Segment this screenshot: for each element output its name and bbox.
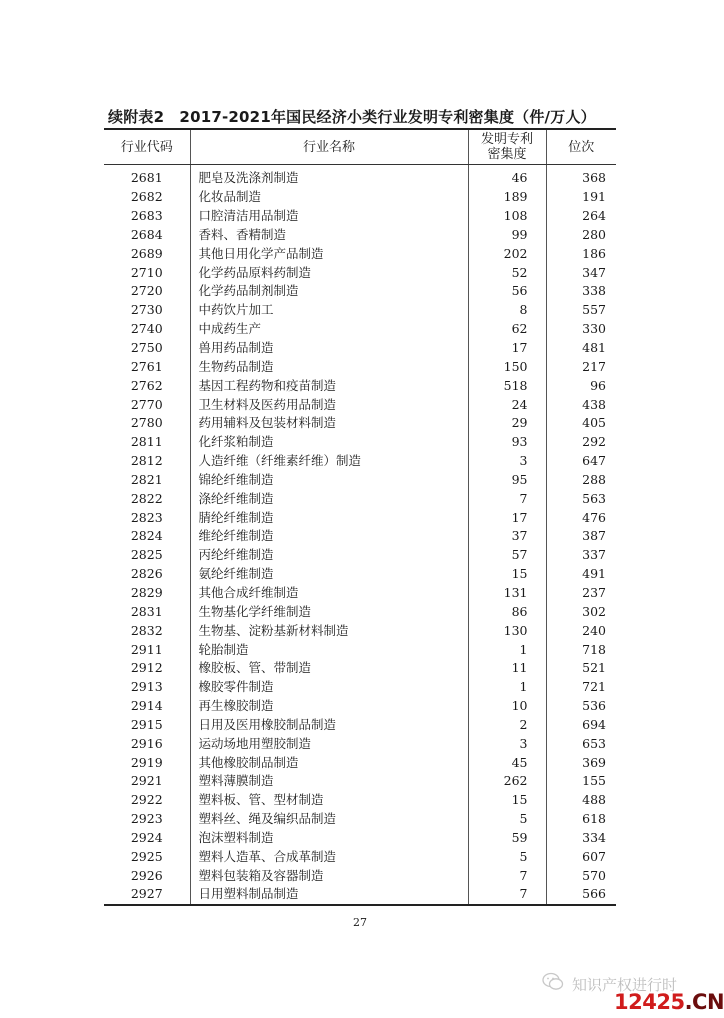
cell-industry-code: 2750 — [104, 339, 190, 358]
cell-industry-code: 2925 — [104, 847, 190, 866]
cell-industry-code: 2913 — [104, 678, 190, 697]
table-row — [104, 489, 616, 508]
table-row — [104, 414, 616, 433]
cell-rank: 721 — [582, 679, 606, 695]
cell-rank: 334 — [582, 829, 606, 845]
cell-industry-name: 化纤浆粕制造 — [190, 433, 468, 452]
cell-rank: 237 — [582, 584, 606, 600]
cell-patent-density: 17 — [468, 339, 546, 358]
cell-rank: 694 — [582, 716, 606, 732]
table-row — [104, 715, 616, 734]
table-row — [104, 244, 616, 263]
cell-industry-name: 其他合成纤维制造 — [190, 584, 468, 603]
cell-industry-code: 2832 — [104, 621, 190, 640]
table-header-row — [104, 129, 616, 165]
table-title: 续附表2 2017-2021年国民经济小类行业发明专利密集度（件/万人） — [108, 108, 596, 126]
cell-industry-name: 日用塑料制品制造 — [190, 885, 468, 905]
cell-industry-name: 涤纶纤维制造 — [190, 489, 468, 508]
table-row — [104, 546, 616, 565]
table-row — [104, 527, 616, 546]
table-row — [104, 320, 616, 339]
cell-rank: 488 — [582, 792, 606, 808]
cell-industry-code: 2822 — [104, 489, 190, 508]
table-row — [104, 772, 616, 791]
cell-rank: 302 — [582, 603, 606, 619]
table-row — [104, 697, 616, 716]
cell-rank: 476 — [582, 509, 606, 525]
cell-industry-name: 肥皂及洗涤剂制造 — [190, 165, 468, 188]
table-row — [104, 565, 616, 584]
cell-rank: 438 — [582, 396, 606, 412]
table-row — [104, 282, 616, 301]
cell-industry-name: 泡沫塑料制造 — [190, 829, 468, 848]
watermark-account: 知识产权进行时 — [572, 976, 678, 994]
header-rank: 位次 — [546, 129, 616, 165]
cell-rank: 330 — [582, 321, 606, 337]
cell-patent-density: 131 — [468, 584, 546, 603]
cell-industry-code: 2916 — [104, 734, 190, 753]
cell-industry-code: 2829 — [104, 584, 190, 603]
cell-rank: 718 — [582, 641, 606, 657]
cell-industry-name: 塑料包装箱及容器制造 — [190, 866, 468, 885]
cell-patent-density: 3 — [468, 452, 546, 471]
cell-industry-name: 卫生材料及医药用品制造 — [190, 395, 468, 414]
cell-rank: 653 — [582, 735, 606, 751]
watermark-site — [614, 990, 724, 1014]
cell-industry-code: 2770 — [104, 395, 190, 414]
cell-industry-code: 2915 — [104, 715, 190, 734]
table-row — [104, 339, 616, 358]
table-row — [104, 376, 616, 395]
cell-patent-density: 52 — [468, 263, 546, 282]
cell-industry-code: 2812 — [104, 452, 190, 471]
cell-industry-code: 2720 — [104, 282, 190, 301]
watermark-site-main: 12425 — [614, 990, 685, 1014]
header-industry-name: 行业名称 — [190, 129, 468, 165]
cell-patent-density: 59 — [468, 829, 546, 848]
table-row — [104, 678, 616, 697]
cell-industry-code: 2922 — [104, 791, 190, 810]
cell-rank: 292 — [582, 434, 606, 450]
cell-patent-density: 11 — [468, 659, 546, 678]
cell-industry-name: 基因工程药物和疫苗制造 — [190, 376, 468, 395]
cell-industry-name: 日用及医用橡胶制品制造 — [190, 715, 468, 734]
cell-industry-name: 轮胎制造 — [190, 640, 468, 659]
table-row — [104, 640, 616, 659]
cell-industry-name: 兽用药品制造 — [190, 339, 468, 358]
cell-rank: 521 — [582, 660, 606, 676]
table-row — [104, 188, 616, 207]
cell-industry-code: 2912 — [104, 659, 190, 678]
table-row — [104, 263, 616, 282]
cell-rank: 347 — [582, 264, 606, 280]
cell-industry-name: 人造纤维（纤维素纤维）制造 — [190, 452, 468, 471]
table-row — [104, 602, 616, 621]
header-density-line1: 发明专利 — [480, 132, 533, 147]
cell-industry-code: 2740 — [104, 320, 190, 339]
page-number: 27 — [353, 916, 367, 929]
cell-industry-code: 2914 — [104, 697, 190, 716]
cell-patent-density: 150 — [468, 357, 546, 376]
cell-industry-name: 口腔清洁用品制造 — [190, 207, 468, 226]
cell-industry-code: 2761 — [104, 357, 190, 376]
table-row — [104, 829, 616, 848]
cell-industry-code: 2682 — [104, 188, 190, 207]
cell-patent-density: 56 — [468, 282, 546, 301]
cell-patent-density: 7 — [468, 885, 546, 905]
table-row — [104, 395, 616, 414]
cell-patent-density: 45 — [468, 753, 546, 772]
table-row — [104, 452, 616, 471]
cell-patent-density: 29 — [468, 414, 546, 433]
table-row — [104, 885, 616, 905]
cell-industry-name: 化学药品原料药制造 — [190, 263, 468, 282]
cell-rank: 217 — [582, 358, 606, 374]
cell-patent-density: 108 — [468, 207, 546, 226]
cell-patent-density: 57 — [468, 546, 546, 565]
cell-industry-name: 腈纶纤维制造 — [190, 508, 468, 527]
cell-rank: 186 — [582, 245, 606, 261]
header-patent-density — [468, 129, 546, 165]
table-row — [104, 753, 616, 772]
cell-rank: 337 — [582, 547, 606, 563]
cell-rank: 264 — [582, 208, 606, 224]
cell-rank: 405 — [582, 415, 606, 431]
cell-patent-density: 5 — [468, 810, 546, 829]
cell-industry-code: 2681 — [104, 165, 190, 188]
table-row — [104, 621, 616, 640]
cell-industry-code: 2780 — [104, 414, 190, 433]
cell-industry-code: 2689 — [104, 244, 190, 263]
cell-industry-code: 2811 — [104, 433, 190, 452]
table-row — [104, 810, 616, 829]
cell-rank: 536 — [582, 698, 606, 714]
cell-patent-density: 189 — [468, 188, 546, 207]
cell-patent-density: 130 — [468, 621, 546, 640]
cell-rank: 288 — [582, 471, 606, 487]
cell-rank: 280 — [582, 226, 606, 242]
cell-industry-name: 氨纶纤维制造 — [190, 565, 468, 584]
cell-rank: 481 — [582, 340, 606, 356]
table-row — [104, 165, 616, 188]
cell-rank: 491 — [582, 566, 606, 582]
cell-industry-code: 2730 — [104, 301, 190, 320]
cell-patent-density: 1 — [468, 678, 546, 697]
cell-patent-density: 15 — [468, 565, 546, 584]
cell-rank: 570 — [582, 867, 606, 883]
table-row — [104, 301, 616, 320]
cell-industry-name: 中药饮片加工 — [190, 301, 468, 320]
cell-industry-name: 运动场地用塑胶制造 — [190, 734, 468, 753]
cell-rank: 240 — [582, 622, 606, 638]
cell-industry-name: 生物基化学纤维制造 — [190, 602, 468, 621]
cell-industry-name: 其他橡胶制品制造 — [190, 753, 468, 772]
cell-patent-density: 15 — [468, 791, 546, 810]
cell-industry-code: 2927 — [104, 885, 190, 905]
cell-industry-name: 维纶纤维制造 — [190, 527, 468, 546]
patent-density-table — [104, 128, 616, 906]
cell-rank: 563 — [582, 490, 606, 506]
cell-industry-name: 锦纶纤维制造 — [190, 471, 468, 490]
header-density-line2: 密集度 — [487, 147, 527, 162]
cell-patent-density: 518 — [468, 376, 546, 395]
cell-patent-density: 1 — [468, 640, 546, 659]
cell-patent-density: 8 — [468, 301, 546, 320]
cell-industry-code: 2762 — [104, 376, 190, 395]
header-industry-code: 行业代码 — [104, 129, 190, 165]
cell-industry-name: 塑料人造革、合成革制造 — [190, 847, 468, 866]
cell-industry-name: 再生橡胶制造 — [190, 697, 468, 716]
cell-patent-density: 7 — [468, 489, 546, 508]
cell-rank: 369 — [582, 754, 606, 770]
cell-rank: 557 — [582, 302, 606, 318]
cell-industry-name: 生物基、淀粉基新材料制造 — [190, 621, 468, 640]
table-row — [104, 226, 616, 245]
cell-industry-code: 2924 — [104, 829, 190, 848]
cell-industry-name: 化学药品制剂制造 — [190, 282, 468, 301]
cell-rank: 338 — [582, 283, 606, 299]
cell-rank: 647 — [582, 453, 606, 469]
cell-rank: 607 — [582, 848, 606, 864]
cell-industry-name: 橡胶零件制造 — [190, 678, 468, 697]
table-row — [104, 433, 616, 452]
cell-industry-code: 2911 — [104, 640, 190, 659]
wechat-icon — [542, 972, 564, 992]
cell-industry-code: 2823 — [104, 508, 190, 527]
cell-industry-code: 2824 — [104, 527, 190, 546]
cell-industry-name: 生物药品制造 — [190, 357, 468, 376]
cell-patent-density: 202 — [468, 244, 546, 263]
cell-patent-density: 99 — [468, 226, 546, 245]
table-row — [104, 791, 616, 810]
cell-rank: 191 — [582, 189, 606, 205]
table-row — [104, 508, 616, 527]
cell-rank: 387 — [582, 528, 606, 544]
cell-rank: 368 — [582, 170, 606, 186]
cell-industry-code: 2683 — [104, 207, 190, 226]
cell-patent-density: 24 — [468, 395, 546, 414]
cell-patent-density: 7 — [468, 866, 546, 885]
table-row — [104, 847, 616, 866]
cell-industry-name: 橡胶板、管、带制造 — [190, 659, 468, 678]
cell-patent-density: 93 — [468, 433, 546, 452]
cell-industry-code: 2825 — [104, 546, 190, 565]
cell-industry-code: 2831 — [104, 602, 190, 621]
cell-industry-code: 2684 — [104, 226, 190, 245]
cell-patent-density: 262 — [468, 772, 546, 791]
cell-industry-code: 2921 — [104, 772, 190, 791]
cell-industry-code: 2923 — [104, 810, 190, 829]
cell-patent-density: 3 — [468, 734, 546, 753]
cell-patent-density: 86 — [468, 602, 546, 621]
table-row — [104, 471, 616, 490]
cell-patent-density: 2 — [468, 715, 546, 734]
cell-patent-density: 10 — [468, 697, 546, 716]
table-row — [104, 584, 616, 603]
cell-industry-code: 2710 — [104, 263, 190, 282]
cell-patent-density: 62 — [468, 320, 546, 339]
cell-patent-density: 95 — [468, 471, 546, 490]
table-row — [104, 207, 616, 226]
cell-industry-name: 中成药生产 — [190, 320, 468, 339]
cell-rank: 96 — [590, 377, 606, 393]
cell-patent-density: 5 — [468, 847, 546, 866]
cell-industry-name: 化妆品制造 — [190, 188, 468, 207]
cell-industry-name: 香料、香精制造 — [190, 226, 468, 245]
cell-industry-code: 2826 — [104, 565, 190, 584]
cell-industry-code: 2919 — [104, 753, 190, 772]
table-row — [104, 734, 616, 753]
cell-industry-name: 塑料丝、绳及编织品制造 — [190, 810, 468, 829]
cell-rank: 155 — [582, 773, 606, 789]
cell-industry-name: 其他日用化学产品制造 — [190, 244, 468, 263]
cell-patent-density: 37 — [468, 527, 546, 546]
watermark-site-tld: .CN — [684, 990, 724, 1014]
cell-patent-density: 17 — [468, 508, 546, 527]
cell-industry-name: 塑料板、管、型材制造 — [190, 791, 468, 810]
cell-rank: 618 — [582, 811, 606, 827]
cell-industry-name: 药用辅料及包装材料制造 — [190, 414, 468, 433]
cell-industry-name: 丙纶纤维制造 — [190, 546, 468, 565]
table-row — [104, 866, 616, 885]
cell-industry-code: 2821 — [104, 471, 190, 490]
cell-rank: 566 — [582, 886, 606, 902]
cell-industry-code: 2926 — [104, 866, 190, 885]
cell-patent-density: 46 — [468, 165, 546, 188]
table-row — [104, 659, 616, 678]
table-row — [104, 357, 616, 376]
cell-industry-name: 塑料薄膜制造 — [190, 772, 468, 791]
